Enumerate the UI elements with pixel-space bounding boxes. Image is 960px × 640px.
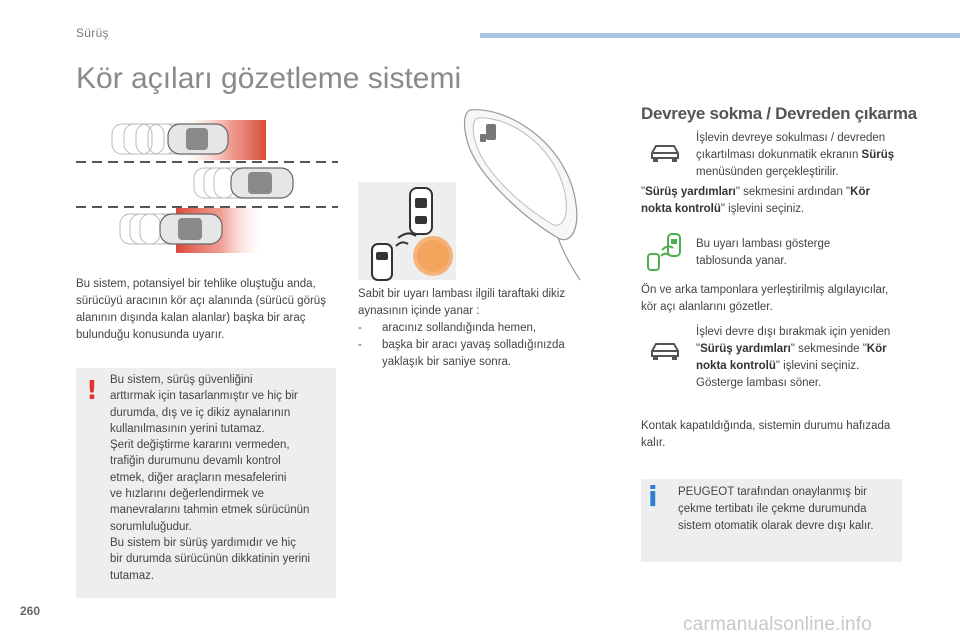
info-text: PEUGEOT tarafından onaylanmış bir çekme tertibatı ile çekme durumunda sistem otomatik olarak devre dışı kalır.: [678, 486, 874, 532]
info-icon: i: [648, 480, 658, 513]
ignition-paragraph: Kontak kapatıldığında, sistemin durumu hafızada kalır.: [641, 420, 891, 449]
road-diagram: [76, 118, 338, 253]
lamp-paragraph: Bu uyarı lambası gösterge tablosunda yanar.: [696, 238, 831, 267]
warning-lamp-icon: [413, 236, 453, 276]
warning-icon: !: [86, 376, 98, 406]
page-title: Kör açıları gözetleme sistemi: [76, 62, 462, 95]
car-icon: [648, 142, 682, 164]
list-item: - aracınız sollandığında hemen,: [358, 320, 598, 337]
watermark: carmanualsonline.info: [683, 614, 873, 635]
page-number: 260: [20, 604, 41, 618]
deactivation-paragraph: İşlevi devre dışı bırakmak için yeniden "Sürüş yardımları" sekmesinde "Kör nokta kontrolü" işlevini seçiniz. Gösterge lambası söner.: [696, 326, 891, 389]
mirror-diagram: [358, 104, 598, 282]
mirror-illustration: [358, 104, 598, 282]
select-paragraph: "Sürüş yardımları" sekmesini ardından "Kör nokta kontrolü" işlevini seçiniz.: [641, 186, 870, 215]
mirror-list: [358, 320, 598, 371]
header-bar: [480, 33, 960, 38]
inset-car-ahead: [410, 188, 432, 234]
list-item: - başka bir aracı yavaş solladığınızda yaklaşık bir saniye sonra.: [358, 337, 598, 371]
own-car: [231, 168, 293, 198]
car-icon: [648, 340, 682, 362]
inset-car-behind: [372, 244, 392, 280]
intro-paragraph: Bu sistem, potansiyel bir tehlike oluştuğu anda, sürücüyü aracının kör açı alanında (sürücü görüş alanının dışında kalan alanlar) başka bir araç bulunduğu konusunda uyarır.: [76, 278, 326, 341]
blind-spot-illustration: [76, 118, 338, 253]
section-label: Sürüş: [76, 26, 109, 40]
activation-heading: Devreye sokma / Devreden çıkarma: [641, 104, 917, 123]
car-bottom-lane: [160, 214, 222, 244]
blind-spot-dash-icon: [646, 232, 686, 272]
sensor-paragraph: Ön ve arka tamponlara yerleştirilmiş algılayıcılar, kör açı alanlarını gözetler.: [641, 284, 889, 313]
mirror-paragraph: Sabit bir uyarı lambası ilgili taraftaki dikiz aynasının içinde yanar :: [358, 288, 566, 317]
car-top-lane: [168, 124, 228, 154]
warning-text: Bu sistem, sürüş güvenliğini arttırmak için tasarlanmıştır ve hiç bir durumda, dış ve iç dikiz aynalarının kullanılmasının yerini tutamaz. Şerit değiştirme kararını vermeden, trafiğin durumunu devamlı kontrol etmek, diğer araçların mesafelerini ve hızlarını değerlendirmek ve manevralarını tahmin etmek sürücünün sorumluluğudur. Bu sistem bir sürüş yardımıdır ve hiç bir durumda sürücünün dikkatinin yerini tutamaz.: [110, 374, 311, 582]
activation-paragraph: İşlevin devreye sokulması / devreden çıkartılması dokunmatik ekranın Sürüş menüsünden gerçekleştirilir.: [696, 132, 895, 178]
